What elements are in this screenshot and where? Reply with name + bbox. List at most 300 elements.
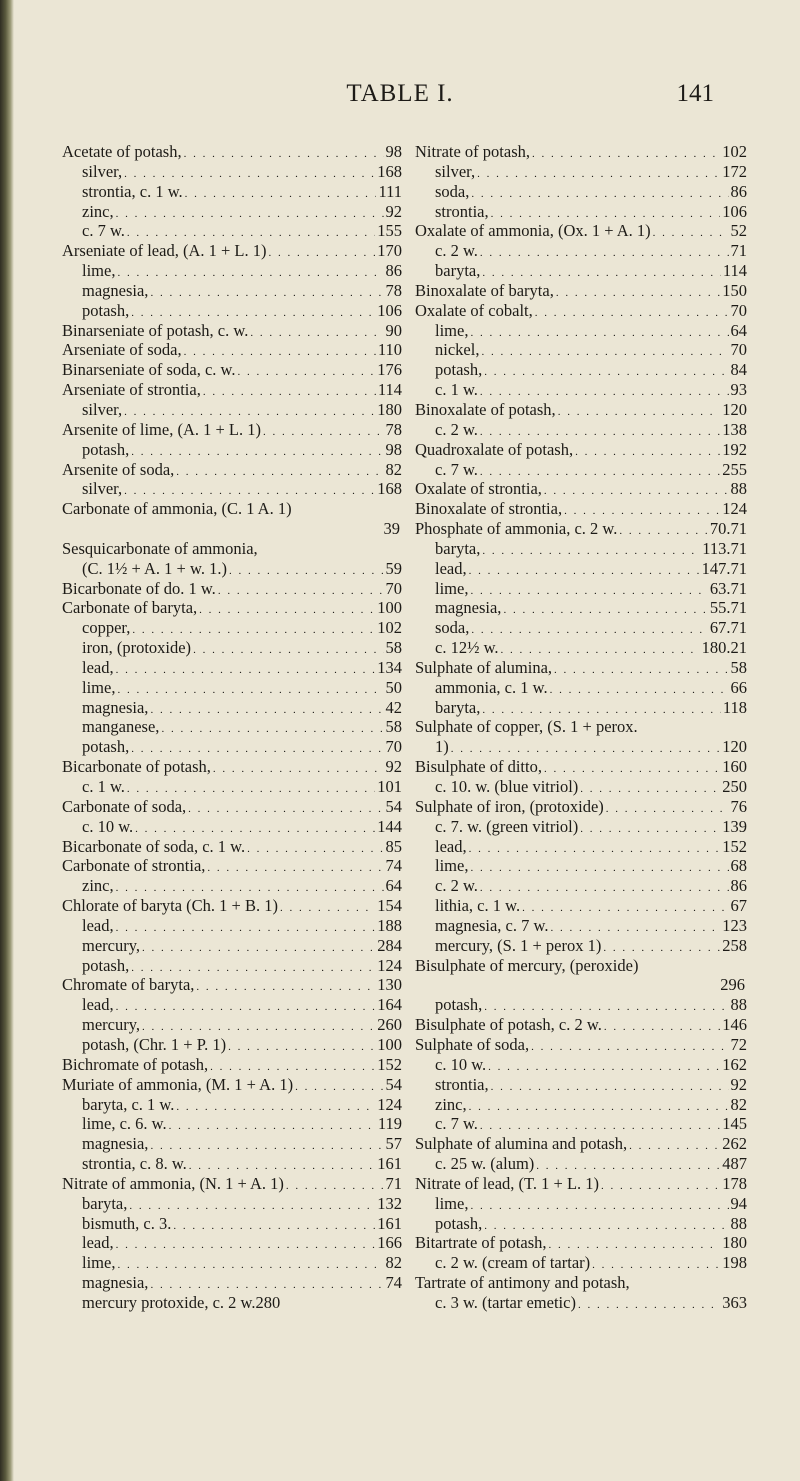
table-entry bbox=[62, 956, 402, 976]
entry-substance: potash, bbox=[435, 1213, 483, 1233]
entry-substance: c. 10 w. bbox=[82, 816, 134, 836]
entry-equivalent-number: 98 bbox=[385, 439, 402, 459]
table-entry bbox=[62, 698, 402, 718]
entry-substance: nickel, bbox=[435, 340, 480, 360]
entry-substance: mercury, bbox=[82, 935, 141, 955]
table-entry bbox=[62, 975, 402, 995]
entry-equivalent-number: 50 bbox=[385, 677, 402, 697]
entry-substance: Oxalate of ammonia, (Ox. 1 + A. 1) bbox=[415, 221, 651, 241]
table-entry bbox=[62, 182, 402, 202]
entry-substance: strontia, c. 1 w. bbox=[82, 181, 183, 201]
table-entry bbox=[415, 1055, 747, 1075]
entry-equivalent-number: 92 bbox=[385, 201, 402, 221]
entry-substance: magnesia, bbox=[82, 697, 149, 717]
entry-equivalent-number: 161 bbox=[377, 1213, 402, 1233]
entry-equivalent-number: 86 bbox=[385, 261, 402, 281]
entry-equivalent-number: 363 bbox=[722, 1292, 747, 1312]
table-entry bbox=[415, 579, 747, 599]
table-entry bbox=[415, 539, 747, 559]
entry-substance: Carbonate of baryta, bbox=[62, 598, 198, 618]
entry-substance: c. 7 w. bbox=[435, 459, 478, 479]
entry-substance: mercury, bbox=[82, 1015, 141, 1035]
entry-substance: Bisulphate of potash, c. 2 w. bbox=[415, 1015, 602, 1035]
entry-substance: c. 1 w. bbox=[82, 777, 125, 796]
entry-equivalent-number: 102 bbox=[377, 618, 402, 638]
table-entry bbox=[62, 1194, 402, 1214]
entry-equivalent-number: 39 bbox=[383, 519, 400, 539]
table-entry bbox=[62, 638, 402, 658]
entry-equivalent-number: 84 bbox=[730, 360, 747, 380]
entry-equivalent-number: 138 bbox=[722, 419, 747, 439]
table-entry bbox=[415, 1293, 747, 1313]
entry-equivalent-number: 160 bbox=[722, 757, 747, 777]
entry-substance: Nitrate of lead, (T. 1 + L. 1) bbox=[415, 1173, 600, 1193]
table-entry bbox=[415, 936, 747, 956]
entry-substance: Phosphate of ammonia, c. 2 w. bbox=[415, 519, 618, 539]
table-entry bbox=[62, 340, 402, 360]
entry-substance: c. 12½ w. bbox=[435, 638, 499, 658]
entry-equivalent-number: 98 bbox=[385, 142, 402, 161]
entry-substance: baryta, bbox=[435, 261, 481, 281]
entry-substance: Binarseniate of soda, c. w. bbox=[62, 360, 236, 380]
entry-equivalent-number: 124 bbox=[722, 499, 747, 519]
entry-equivalent-number: 54 bbox=[385, 796, 402, 816]
table-entry bbox=[62, 460, 402, 480]
table-entry bbox=[415, 420, 747, 440]
table-entry bbox=[62, 916, 402, 936]
entry-equivalent-number: 192 bbox=[722, 439, 747, 459]
entry-equivalent-number: 114 bbox=[377, 380, 402, 400]
entry-equivalent-number: 52 bbox=[730, 221, 747, 241]
entry-equivalent-number: 258 bbox=[722, 935, 747, 955]
table-entry bbox=[415, 460, 747, 480]
entry-substance: potash, bbox=[82, 737, 130, 757]
table-entry bbox=[62, 936, 402, 956]
table-entry bbox=[415, 658, 747, 678]
entry-equivalent-number: 54 bbox=[385, 1074, 402, 1094]
entry-substance: Arseniate of strontia, bbox=[62, 380, 201, 400]
entry-substance: lime, bbox=[435, 578, 469, 598]
entry-equivalent-number: 82 bbox=[385, 459, 402, 479]
entry-equivalent-number: 120 bbox=[722, 737, 747, 757]
table-entry bbox=[415, 479, 747, 499]
entry-substance: Quadroxalate of potash, bbox=[415, 439, 574, 459]
entry-substance: lime, bbox=[82, 677, 116, 697]
entry-equivalent-number: 100 bbox=[377, 598, 402, 618]
entry-substance: Sulphate of iron, (protoxide) bbox=[415, 796, 604, 816]
entry-equivalent-number: 119 bbox=[377, 1114, 402, 1134]
table-entry bbox=[415, 221, 747, 241]
entry-substance: c. 3 w. (tartar emetic) bbox=[435, 1292, 576, 1312]
table-entry bbox=[415, 241, 747, 261]
entry-substance: Carbonate of soda, bbox=[62, 796, 187, 816]
entry-substance: strontia, c. 8. w. bbox=[82, 1154, 187, 1174]
entry-substance: lead, bbox=[435, 836, 467, 856]
entry-substance: Bitartrate of potash, bbox=[415, 1233, 547, 1253]
entry-substance: soda, bbox=[435, 181, 470, 201]
entry-substance: potash, (Chr. 1 + P. 1) bbox=[82, 1034, 227, 1054]
entry-substance: lime, bbox=[435, 320, 469, 340]
entry-equivalent-number: 71 bbox=[730, 241, 747, 261]
entry-substance: lead, bbox=[82, 995, 114, 1015]
table-entry bbox=[415, 1233, 747, 1253]
entry-substance: strontia, bbox=[435, 1074, 489, 1094]
entry-substance: Binoxalate of baryta, bbox=[415, 280, 554, 300]
table-entry bbox=[415, 1253, 747, 1273]
entry-substance: c. 7 w. bbox=[435, 1114, 478, 1134]
entry-equivalent-number: 88 bbox=[730, 479, 747, 499]
table-entry bbox=[415, 360, 747, 380]
table-entry bbox=[415, 817, 747, 837]
entry-equivalent-number: 55.71 bbox=[709, 598, 747, 618]
entry-substance: Arsenite of lime, (A. 1 + L. 1) bbox=[62, 419, 262, 439]
entry-equivalent-number: 150 bbox=[722, 280, 747, 300]
table-entry bbox=[415, 202, 747, 222]
entry-equivalent-number: 71 bbox=[385, 1173, 402, 1193]
table-entry bbox=[62, 618, 402, 638]
table-entry bbox=[415, 380, 747, 400]
entry-equivalent-number: 58 bbox=[385, 638, 402, 658]
entry-substance: magnesia, bbox=[82, 1273, 149, 1293]
entry-equivalent-number: 90 bbox=[385, 320, 402, 340]
entry-substance: potash, bbox=[82, 955, 130, 975]
table-entry bbox=[62, 876, 402, 896]
entry-equivalent-number: 82 bbox=[385, 1253, 402, 1273]
table-entry bbox=[415, 519, 747, 539]
table-entry bbox=[62, 598, 402, 618]
entry-substance: lead, bbox=[435, 558, 467, 578]
entry-substance: c. 7 w. bbox=[82, 221, 125, 241]
table-entry bbox=[415, 995, 747, 1015]
entry-substance: zinc, bbox=[82, 876, 114, 896]
entry-substance: c. 10 w. bbox=[435, 1054, 487, 1074]
table-entry bbox=[62, 1214, 402, 1234]
table-entry bbox=[62, 162, 402, 182]
table-entry bbox=[62, 360, 402, 380]
entry-equivalent-number: 76 bbox=[730, 796, 747, 816]
table-entry bbox=[62, 440, 402, 460]
entry-equivalent-number: 102 bbox=[722, 142, 747, 161]
entry-equivalent-number: 145 bbox=[722, 1114, 747, 1134]
entry-equivalent-number: 255 bbox=[722, 459, 747, 479]
entry-equivalent-number: 106 bbox=[377, 300, 402, 320]
entry-substance: Carbonate of ammonia, (C. 1 A. 1) bbox=[62, 499, 292, 519]
entry-equivalent-number: 70 bbox=[730, 300, 747, 320]
entry-substance: lead, bbox=[82, 1233, 114, 1253]
entry-equivalent-number: 162 bbox=[722, 1054, 747, 1074]
table-entry bbox=[62, 1114, 402, 1134]
entry-equivalent-number: 110 bbox=[377, 340, 402, 360]
entry-equivalent-number: 64 bbox=[385, 876, 402, 896]
entry-equivalent-number: 88 bbox=[730, 995, 747, 1015]
entry-equivalent-number: 68 bbox=[730, 856, 747, 876]
entry-equivalent-number: 67.71 bbox=[709, 618, 747, 638]
table-entry bbox=[62, 1075, 402, 1095]
entry-equivalent-number: 63.71 bbox=[709, 578, 747, 598]
entry-equivalent-number: 100 bbox=[377, 1034, 402, 1054]
entry-equivalent-number: 74 bbox=[385, 856, 402, 876]
entry-substance: manganese, bbox=[82, 717, 160, 737]
entry-substance: c. 25 w. (alum) bbox=[435, 1154, 535, 1174]
entry-equivalent-number: 124 bbox=[377, 955, 402, 975]
entry-equivalent-number: 161 bbox=[377, 1154, 402, 1174]
entry-substance: lime, bbox=[82, 261, 116, 281]
table-entry bbox=[415, 797, 747, 817]
entry-substance: c. 7. w. (green vitriol) bbox=[435, 816, 579, 836]
table-entry bbox=[415, 499, 747, 519]
table-entry bbox=[415, 559, 747, 579]
entry-equivalent-number: 74 bbox=[385, 1273, 402, 1293]
entry-equivalent-number: 164 bbox=[377, 995, 402, 1015]
entry-substance: Bicarbonate of potash, bbox=[62, 757, 211, 777]
entry-substance: Arseniate of lead, (A. 1 + L. 1) bbox=[62, 241, 267, 261]
table-entry bbox=[415, 1035, 747, 1055]
entry-equivalent-number: 134 bbox=[377, 657, 402, 677]
table-entry bbox=[415, 598, 747, 618]
entry-equivalent-number: 260 bbox=[377, 1015, 402, 1035]
entry-substance: magnesia, bbox=[82, 280, 149, 300]
entry-substance: c. 1 w. bbox=[435, 380, 478, 400]
table-entry bbox=[415, 876, 747, 896]
table-entry bbox=[62, 1154, 402, 1174]
table-entry bbox=[62, 539, 402, 559]
entry-equivalent-number: 66 bbox=[730, 677, 747, 697]
entry-equivalent-number: 296 bbox=[720, 975, 745, 995]
entry-equivalent-number: 152 bbox=[377, 1054, 402, 1074]
table-entry bbox=[415, 856, 747, 876]
table-entry bbox=[415, 1134, 747, 1154]
table-entry bbox=[62, 301, 402, 321]
entry-equivalent-number: 67 bbox=[730, 896, 747, 916]
table-entry bbox=[415, 142, 747, 162]
table-entry bbox=[415, 757, 747, 777]
entry-equivalent-number: 70 bbox=[730, 340, 747, 360]
table-entry bbox=[62, 837, 402, 857]
entry-substance: lime, bbox=[435, 1193, 469, 1213]
entry-equivalent-number: 198 bbox=[722, 1253, 747, 1273]
table-entry bbox=[62, 1035, 402, 1055]
entry-substance: silver, bbox=[82, 161, 123, 181]
entry-equivalent-number: 70.71 bbox=[709, 519, 747, 539]
entry-equivalent-number: 144 bbox=[377, 816, 402, 836]
entry-substance: Arseniate of soda, bbox=[62, 340, 182, 360]
entry-substance: potash, bbox=[82, 439, 130, 459]
table-entry bbox=[62, 1015, 402, 1035]
entry-equivalent-number: 188 bbox=[377, 915, 402, 935]
table-entry bbox=[62, 321, 402, 341]
entry-equivalent-number: 72 bbox=[730, 1034, 747, 1054]
entry-substance: Binoxalate of potash, bbox=[415, 399, 556, 419]
table-entry bbox=[62, 261, 402, 281]
entry-substance: silver, bbox=[82, 399, 123, 419]
table-entry bbox=[415, 737, 747, 757]
table-entry bbox=[62, 737, 402, 757]
entry-equivalent-number: 86 bbox=[730, 181, 747, 201]
table-entry bbox=[415, 261, 747, 281]
entry-equivalent-number: 120 bbox=[722, 399, 747, 419]
table-entry bbox=[415, 777, 747, 797]
table-entry bbox=[415, 301, 747, 321]
entry-substance: iron, (protoxide) bbox=[82, 638, 192, 658]
table-entry bbox=[62, 579, 402, 599]
entry-substance: Carbonate of strontia, bbox=[62, 856, 206, 876]
table-entry bbox=[62, 380, 402, 400]
entry-equivalent-number: 130 bbox=[377, 975, 402, 995]
entry-substance: c. 2 w. bbox=[435, 241, 478, 261]
entry-substance: baryta, bbox=[435, 538, 481, 558]
table-entry bbox=[415, 678, 747, 698]
entry-substance: zinc, bbox=[435, 1094, 467, 1114]
entry-equivalent-number: 118 bbox=[722, 697, 747, 717]
entry-equivalent-number: 180.21 bbox=[701, 638, 747, 658]
table-entry bbox=[62, 1273, 402, 1293]
table-entry bbox=[415, 837, 747, 857]
entry-equivalent-number: 154 bbox=[377, 896, 402, 916]
entry-equivalent-number: 178 bbox=[722, 1173, 747, 1193]
entry-substance: mercury protoxide, c. 2 w. bbox=[82, 1292, 256, 1312]
dot-leader bbox=[578, 1293, 720, 1316]
entry-substance: Binoxalate of strontia, bbox=[415, 499, 563, 519]
left-column bbox=[62, 142, 402, 1313]
entry-equivalent-number: 78 bbox=[385, 280, 402, 300]
entry-equivalent-number: 58 bbox=[385, 717, 402, 737]
table-entry bbox=[62, 1055, 402, 1075]
entry-substance: ammonia, c. 1 w. bbox=[435, 677, 548, 697]
entry-substance: baryta, bbox=[82, 1193, 128, 1213]
table-entry bbox=[415, 1174, 747, 1194]
entry-equivalent-number: 262 bbox=[722, 1134, 747, 1154]
table-entry bbox=[62, 241, 402, 261]
table-entry bbox=[62, 856, 402, 876]
entry-equivalent-number: 172 bbox=[722, 161, 747, 181]
entry-substance: lead, bbox=[82, 657, 114, 677]
table-entry bbox=[415, 1015, 747, 1035]
entry-substance: lime, c. 6. w. bbox=[82, 1114, 167, 1134]
entry-substance: Chromate of baryta, bbox=[62, 975, 195, 995]
page-title: TABLE I. bbox=[346, 80, 454, 107]
entry-substance: Nitrate of ammonia, (N. 1 + A. 1) bbox=[62, 1173, 284, 1193]
entry-equivalent-number: 70 bbox=[385, 578, 402, 598]
entry-substance: copper, bbox=[82, 618, 131, 638]
table-entry bbox=[62, 757, 402, 777]
table-entry bbox=[415, 1154, 747, 1174]
book-binding-edge bbox=[0, 0, 14, 1481]
entry-substance: Sulphate of soda, bbox=[415, 1034, 530, 1054]
entry-equivalent-number: 78 bbox=[385, 419, 402, 439]
entry-equivalent-number: 168 bbox=[377, 479, 402, 499]
table-entry bbox=[62, 221, 402, 241]
entry-substance: lead, bbox=[82, 915, 114, 935]
table-entry bbox=[415, 162, 747, 182]
entry-substance: lime, bbox=[435, 856, 469, 876]
entry-equivalent-number: 92 bbox=[730, 1074, 747, 1094]
table-entry bbox=[415, 1114, 747, 1134]
entry-substance: Bicarbonate of do. 1 w. bbox=[62, 578, 216, 598]
table-entry bbox=[62, 400, 402, 420]
entry-equivalent-number: 176 bbox=[377, 360, 402, 380]
table-entry bbox=[415, 182, 747, 202]
entry-equivalent-number: 152 bbox=[722, 836, 747, 856]
table-entry bbox=[415, 400, 747, 420]
entry-substance: Acetate of potash, bbox=[62, 142, 182, 161]
entry-substance: Muriate of ammonia, (M. 1 + A. 1) bbox=[62, 1074, 294, 1094]
entry-substance: Binarseniate of potash, c. w. bbox=[62, 320, 249, 340]
entry-substance: Oxalate of cobalt, bbox=[415, 300, 533, 320]
table-entry bbox=[415, 1214, 747, 1234]
right-column bbox=[415, 142, 747, 1313]
entry-substance: bismuth, c. 3. bbox=[82, 1213, 172, 1233]
entry-equivalent-number: 180 bbox=[722, 1233, 747, 1253]
page-header bbox=[0, 80, 800, 112]
table-entry bbox=[415, 896, 747, 916]
entry-substance: Tartrate of antimony and potash, bbox=[415, 1273, 630, 1293]
entry-substance: Sulphate of alumina, bbox=[415, 657, 553, 677]
entry-substance: baryta, bbox=[435, 697, 481, 717]
entry-equivalent-number: 147.71 bbox=[701, 558, 747, 578]
entry-equivalent-number: 124 bbox=[377, 1094, 402, 1114]
entry-equivalent-number: 70 bbox=[385, 737, 402, 757]
entry-substance: c. 2 w. bbox=[435, 876, 478, 896]
entry-substance: Sulphate of copper, (S. 1 + perox. bbox=[415, 717, 638, 737]
entry-equivalent-number: 284 bbox=[377, 935, 402, 955]
entry-equivalent-number: 114 bbox=[722, 261, 747, 281]
table-entry bbox=[415, 340, 747, 360]
page-number: 141 bbox=[676, 80, 714, 107]
entry-equivalent-number: 113.71 bbox=[702, 538, 747, 558]
entry-equivalent-number: 106 bbox=[722, 201, 747, 221]
entry-substance: potash, bbox=[435, 995, 483, 1015]
table-entry bbox=[62, 797, 402, 817]
entry-substance: soda, bbox=[435, 618, 470, 638]
entry-equivalent-number: 180 bbox=[377, 399, 402, 419]
entry-substance: Oxalate of strontia, bbox=[415, 479, 542, 499]
table-entry bbox=[62, 1174, 402, 1194]
entry-equivalent-number: 139 bbox=[722, 816, 747, 836]
table-entry bbox=[415, 618, 747, 638]
entry-substance: mercury, (S. 1 + perox 1) bbox=[435, 935, 602, 955]
entry-equivalent-number: 82 bbox=[730, 1094, 747, 1114]
table-entry bbox=[62, 1095, 402, 1115]
entry-equivalent-number: 132 bbox=[377, 1193, 402, 1213]
table-entry bbox=[415, 698, 747, 718]
entry-substance: Bicarbonate of soda, c. 1 w. bbox=[62, 836, 246, 856]
entry-equivalent-number: 93 bbox=[730, 380, 747, 400]
entry-substance: c. 2 w. (cream of tartar) bbox=[435, 1253, 591, 1273]
entry-equivalent-number: 57 bbox=[385, 1134, 402, 1154]
table-entry bbox=[62, 658, 402, 678]
table-entry bbox=[62, 777, 402, 797]
entry-equivalent-number: 42 bbox=[385, 697, 402, 717]
table-entry bbox=[62, 678, 402, 698]
entry-equivalent-number: 155 bbox=[377, 221, 402, 241]
entry-equivalent-number: 166 bbox=[377, 1233, 402, 1253]
table-entry bbox=[62, 202, 402, 222]
table-entry bbox=[415, 1075, 747, 1095]
entry-equivalent-number: 86 bbox=[730, 876, 747, 896]
entry-substance: silver, bbox=[435, 161, 476, 181]
table-entry bbox=[415, 1095, 747, 1115]
entry-equivalent-number: 123 bbox=[722, 915, 747, 935]
entry-equivalent-number: 85 bbox=[385, 836, 402, 856]
entry-substance: (C. 1½ + A. 1 + w. 1.) bbox=[82, 558, 227, 578]
entry-equivalent-number: 146 bbox=[722, 1015, 747, 1035]
entry-equivalent-number: 101 bbox=[377, 777, 402, 796]
entry-substance: baryta, c. 1 w. bbox=[82, 1094, 175, 1114]
entry-equivalent-number: 64 bbox=[730, 320, 747, 340]
entry-equivalent-number: 92 bbox=[385, 757, 402, 777]
table-entry bbox=[62, 559, 402, 579]
table-entry bbox=[415, 321, 747, 341]
